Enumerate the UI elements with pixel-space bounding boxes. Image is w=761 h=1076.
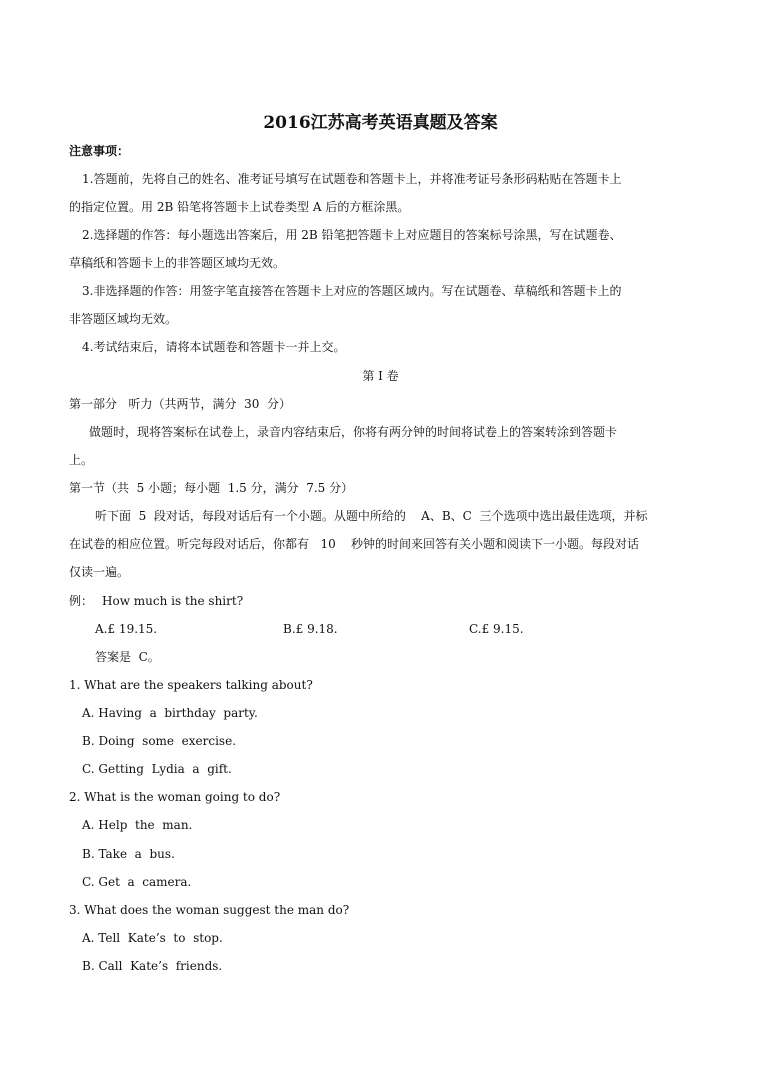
part-heading: 第一部分 听力（共两节，满分 30 分） (69, 397, 291, 411)
question-stem: 3. What does the woman suggest the man do? (69, 903, 350, 917)
section-instruction: 仅读一遍。 (69, 565, 130, 579)
question-option: A. Having a birthday party. (82, 706, 258, 720)
example-option: C.£ 9.15. (469, 622, 524, 636)
question-option: B. Take a bus. (82, 847, 175, 861)
section-heading: 第一节（共 5 小题；每小题 1.5 分，满分 7.5 分） (69, 481, 354, 495)
question-option: A. Tell Kate’s to stop. (82, 931, 223, 945)
example-answer: 答案是 C。 (95, 650, 160, 664)
example-option: A.£ 19.15. (95, 622, 158, 636)
section-instruction: 听下面 5 段对话，每段对话后有一个小题。从题中所给的 A、B、C 三个选项中选出最佳选项，并标 (95, 509, 648, 523)
example-option: B.£ 9.18. (283, 622, 338, 636)
question-option: C. Getting Lydia a gift. (82, 762, 232, 776)
question-stem: 2. What is the woman going to do? (69, 790, 281, 804)
part-instruction: 做题时，现将答案标在试卷上，录音内容结束后，你将有两分钟的时间将试卷上的答案转涂到答题卡 (89, 425, 618, 439)
notice-line: 2.选择题的作答：每小题选出答案后，用 2B 铅笔把答题卡上对应题目的答案标号涂黑，写在试题卷、 (82, 228, 622, 242)
example-question: How much is the shirt? (102, 594, 244, 608)
notice-line: 草稿纸和答题卡上的非答题区域均无效。 (69, 256, 286, 270)
page-title: 2016江苏高考英语真题及答案 (263, 113, 498, 133)
notice-line: 4.考试结束后，请将本试题卷和答题卡一并上交。 (82, 340, 346, 354)
question-option: B. Doing some exercise. (82, 734, 237, 748)
notice-heading: 注意事项： (69, 144, 130, 158)
notice-line: 的指定位置。用 2B 铅笔将答题卡上试卷类型 A 后的方框涂黑。 (69, 200, 410, 214)
notice-line: 非答题区域均无效。 (69, 312, 178, 326)
notice-line: 3.非选择题的作答：用签字笔直接答在答题卡上对应的答题区域内。写在试题卷、草稿纸和答题卡上的 (82, 284, 622, 298)
example-label: 例： (69, 594, 94, 608)
question-stem: 1. What are the speakers talking about? (69, 678, 313, 692)
question-option: B. Call Kate’s friends. (82, 959, 223, 973)
part-instruction: 上。 (69, 453, 94, 467)
section-instruction: 在试卷的相应位置。听完每段对话后，你都有 10 秒钟的时间来回答有关小题和阅读下一小题。每段对话 (69, 537, 639, 551)
volume-heading: 第 I 卷 (362, 369, 399, 383)
question-option: A. Help the man. (82, 818, 193, 832)
notice-line: 1.答题前，先将自己的姓名、准考证号填写在试题卷和答题卡上，并将准考证号条形码粘贴在答题卡上 (82, 172, 622, 186)
question-option: C. Get a camera. (82, 875, 192, 889)
